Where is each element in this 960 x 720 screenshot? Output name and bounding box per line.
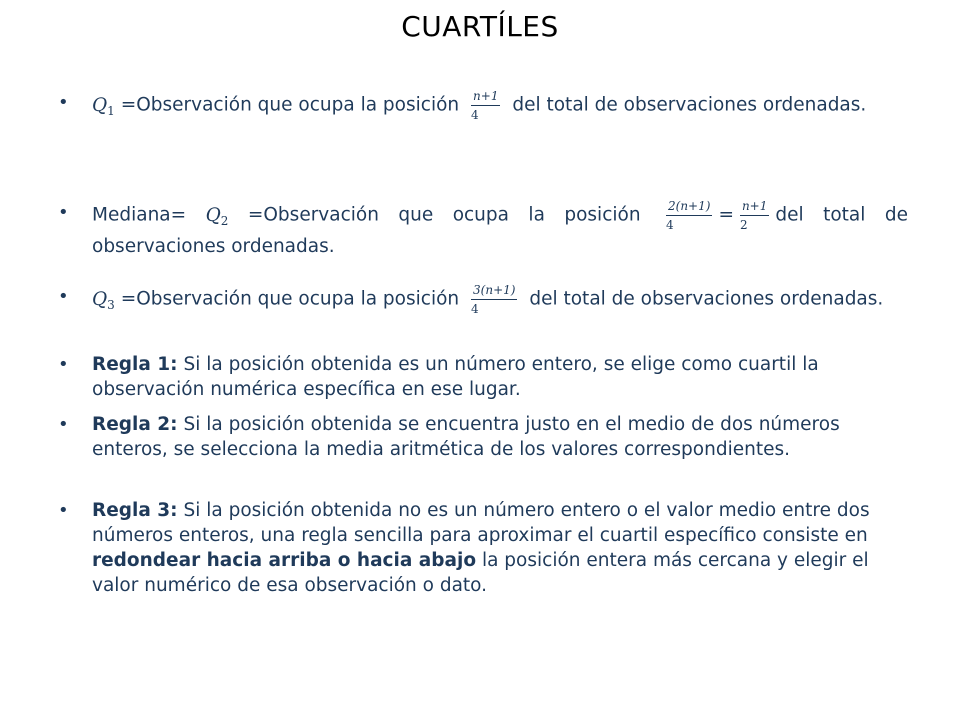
q2-text-before: Observación que ocupa la posición — [263, 204, 641, 226]
page-title: CUARTÍLES — [401, 10, 559, 43]
rule-1-text — [92, 352, 908, 402]
q3-text-before: Observación que ocupa la posición — [136, 288, 460, 310]
rule-3-label: Regla 3: — [92, 500, 178, 521]
rule-2-label: Regla 2: — [92, 414, 178, 435]
rule-2-body: Si la posición obtenida se encuentra justo en el medio de dos números enteros, se selecciona la media aritmética de los valores correspondientes. — [92, 414, 840, 460]
q2-equals: = — [247, 204, 264, 226]
bullet-marker: • — [58, 92, 69, 113]
q2-symbol: $Q_2$ — [205, 204, 229, 228]
rule-1-body: Si la posición obtenida es un número entero, se elige como cuartil la observación numérica específica en ese lugar. — [92, 354, 819, 400]
rule-3-body-after: la posición entera más cercana y elegir el valor numérico de esa observación o dato. — [92, 550, 869, 596]
bullet-marker: • — [58, 414, 69, 435]
q2-fraction-2: $\frac{n+1}{2}$ — [739, 199, 768, 232]
q3-symbol: $Q_3$ — [92, 288, 115, 312]
q1-fraction: $\frac{n+1}{4}$ — [471, 89, 499, 122]
q2-text-after: del total de observaciones ordenadas. — [92, 204, 908, 257]
rule-3-text — [92, 498, 908, 598]
bullet-marker: • — [58, 354, 69, 375]
bullet-marker: • — [58, 286, 69, 307]
q2-fraction-1: $\frac{2(n+1)}{4}$ — [666, 199, 711, 232]
q2-prefix: Mediana= — [92, 204, 187, 226]
rule-3-bold-phrase: redondear hacia arriba o hacia abajo — [92, 550, 477, 571]
bullet-q1-text — [92, 90, 908, 124]
q1-text-after: del total de observaciones ordenadas. — [512, 94, 867, 116]
q3-equals: = — [120, 288, 137, 310]
q1-symbol: $Q_1$ — [92, 94, 115, 118]
q1-text-before: Observación que ocupa la posición — [136, 94, 460, 116]
q3-text-after: del total de observaciones ordenadas. — [529, 288, 884, 310]
q1-equals: = — [120, 94, 137, 116]
rule-3-body-before: Si la posición obtenida no es un número entero o el valor medio entre dos números enteros, una regla sencilla para aproximar el cuartil específico consiste en — [92, 500, 870, 546]
bullet-marker: • — [58, 202, 69, 223]
q3-fraction: $\frac{3(n+1)}{4}$ — [471, 283, 516, 316]
bullet-q3-text — [92, 284, 908, 318]
bullet-q2-text — [92, 200, 908, 259]
rule-2-text — [92, 412, 908, 462]
q2-middle-equals: = — [718, 204, 734, 226]
bullet-marker: • — [58, 500, 69, 521]
rule-1-label: Regla 1: — [92, 354, 178, 375]
